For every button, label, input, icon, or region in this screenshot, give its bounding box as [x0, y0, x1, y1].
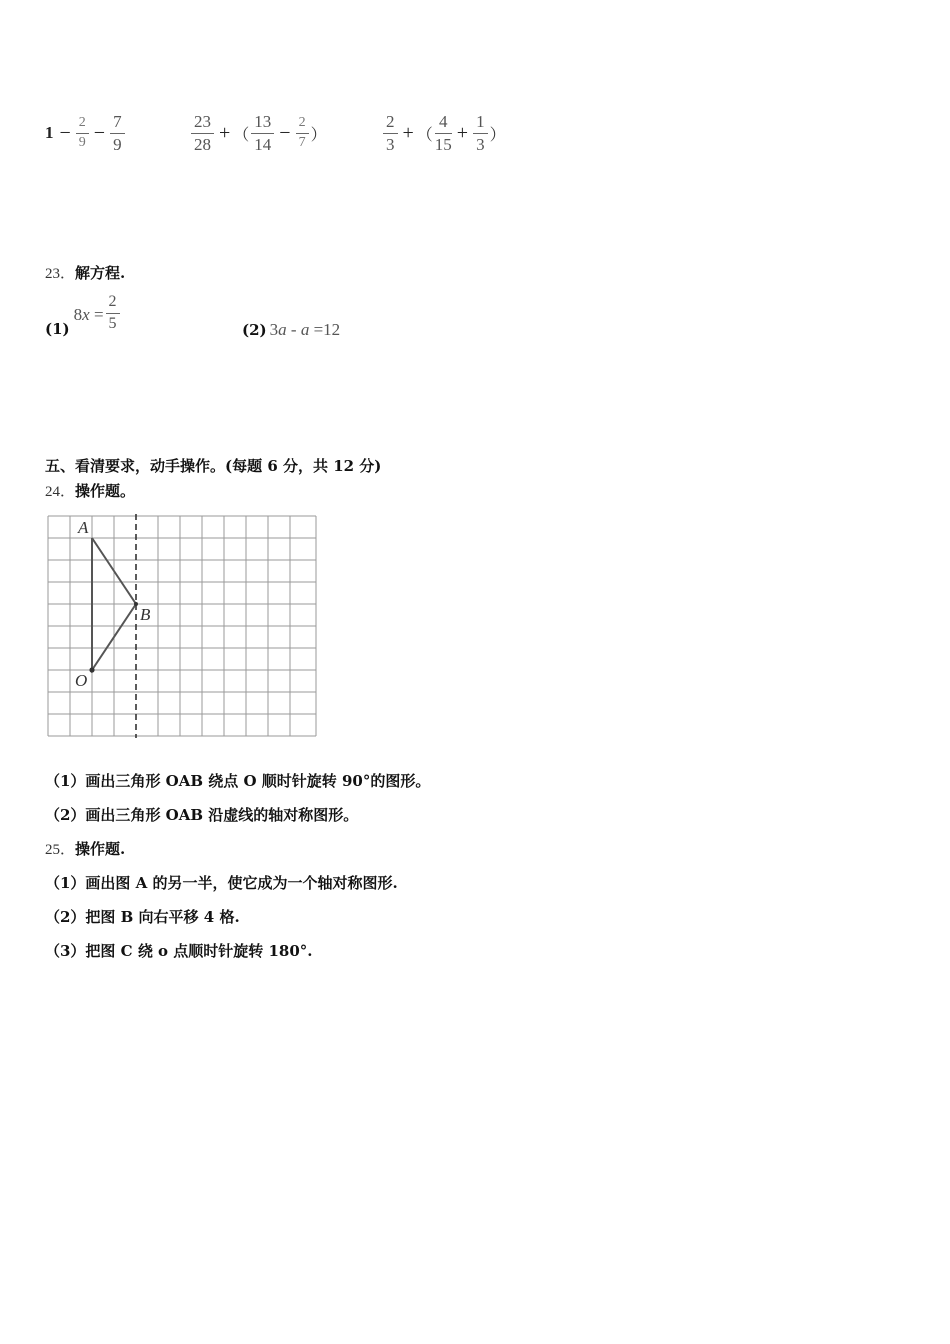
calc3-op1: + — [402, 121, 414, 144]
calc3-op2: + — [456, 121, 469, 144]
q24-title: 操作题。 — [75, 482, 136, 500]
q24-grid-lines — [48, 516, 316, 736]
q23-title: 解方程. — [75, 264, 126, 282]
q25-item-2: （2）把图 B 向右平移 4 格. — [45, 908, 240, 926]
calc3-frac3-num: 1 — [476, 111, 485, 131]
calc2-frac3-num: 2 — [298, 114, 306, 130]
q23-p2-expr — [270, 320, 341, 340]
calc-expression-3 — [381, 103, 506, 163]
calc2-frac2-den: 14 — [254, 134, 272, 154]
q24-label-a: A — [78, 518, 89, 537]
calc3-frac2-num: 4 — [439, 111, 448, 131]
calc1-frac2 — [110, 113, 125, 154]
q25-item-3: （3）把图 C 绕 o 点顺时针旋转 180°. — [45, 942, 313, 960]
calc2-op1: + — [219, 121, 231, 144]
calc1-op1: − — [59, 121, 71, 144]
calc2-frac1 — [191, 113, 214, 154]
calc2-frac2-num: 13 — [254, 111, 272, 131]
calc3-left-paren: （ — [416, 126, 433, 144]
calc3-frac2 — [435, 113, 452, 154]
calc3-frac3-den: 3 — [476, 134, 485, 154]
q25-number: 25． — [45, 842, 76, 858]
calc3-frac2-den: 15 — [434, 134, 452, 154]
calc2-right-paren: ） — [310, 126, 327, 144]
q23-p1-var: x — [82, 305, 90, 324]
calc3-right-paren: ） — [489, 126, 506, 144]
calc1-op2: − — [93, 121, 106, 144]
q23-p1-eq: = — [93, 305, 104, 324]
q23-p1-label: (1) — [45, 320, 70, 338]
q24-point-o — [89, 667, 94, 672]
q24-grid-figure — [46, 512, 320, 740]
q23-p1-num: 2 — [108, 293, 117, 310]
q23-p1-lhs — [74, 305, 104, 325]
q23-p1-frac — [106, 294, 120, 333]
q24-item-1: （1）画出三角形 OAB 绕点 O 顺时针旋转 90°的图形。 — [45, 772, 431, 790]
calc-expression-1 — [45, 103, 127, 163]
calc2-op2: − — [279, 121, 291, 144]
q25-item-1: （1）画出图 A 的另一半，使它成为一个轴对称图形. — [45, 874, 398, 892]
q23-p2-rest: =12 — [309, 320, 341, 339]
calc1-frac1 — [76, 116, 89, 150]
calc2-frac3 — [296, 116, 309, 150]
q24-heading — [45, 480, 135, 501]
calc1-frac1-num: 2 — [78, 114, 86, 130]
calc1-frac2-num: 7 — [113, 111, 122, 131]
q24-number: 24． — [45, 484, 76, 500]
q25-title: 操作题. — [75, 840, 126, 858]
q25-heading — [45, 838, 125, 859]
q24-label-b: B — [140, 605, 151, 624]
q23-equation-2 — [242, 320, 340, 340]
calc3-frac1 — [383, 113, 398, 154]
q23-p1-coef: 8 — [73, 305, 83, 324]
q24-label-o: O — [75, 671, 88, 690]
calc3-frac1-den: 3 — [386, 134, 395, 154]
calc3-frac3 — [473, 113, 488, 154]
q23-p2-label: (2) — [242, 321, 267, 339]
q23-equation-1 — [45, 294, 122, 342]
calc2-frac2 — [251, 113, 274, 154]
q24-item-2: （2）画出三角形 OAB 沿虚线的轴对称图形。 — [45, 806, 359, 824]
calc1-lead: 1 — [45, 123, 54, 142]
calc1-frac2-den: 9 — [113, 134, 122, 154]
section5-title: 五、看清要求，动手操作。(每题 6 分，共 12 分) — [45, 457, 382, 475]
q23-heading — [45, 262, 125, 283]
q23-p1-den: 5 — [108, 314, 117, 332]
q24-point-b — [134, 602, 138, 606]
calc-expression-2 — [189, 103, 327, 163]
calc2-frac1-den: 28 — [194, 134, 211, 154]
calc2-left-paren: （ — [233, 126, 250, 144]
q23-p2-var2: a — [300, 320, 310, 339]
q23-p2-var1: a — [278, 320, 287, 339]
q23-p2-minus: - — [286, 320, 301, 339]
calc1-frac1-den: 9 — [78, 134, 86, 150]
q23-number: 23． — [45, 266, 76, 282]
calc2-frac1-num: 23 — [194, 111, 211, 131]
calc3-frac1-num: 2 — [386, 111, 395, 131]
q23-p2-coef: 3 — [269, 320, 279, 339]
calc2-frac3-den: 7 — [298, 134, 306, 150]
